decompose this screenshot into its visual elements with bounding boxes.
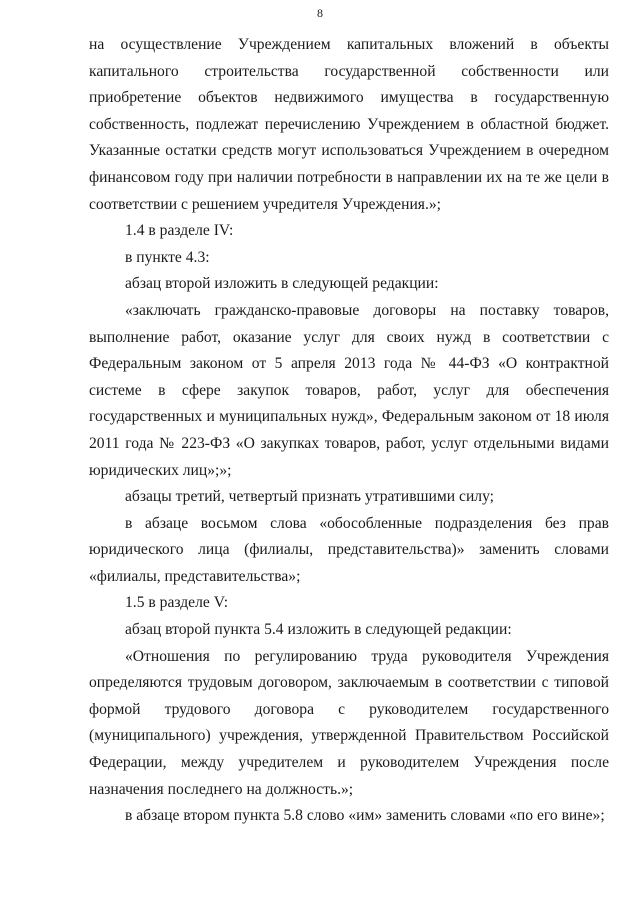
paragraph-eighth-abzac: в абзаце восьмом слова «обособленные подразделения без прав юридического лица (филиалы, представительства)» заменить словами «филиалы, представительства»;: [89, 514, 609, 585]
paragraph-section-iv: 1.4 в разделе IV:: [125, 222, 234, 240]
paragraph-section-v: 1.5 в разделе V:: [125, 594, 229, 612]
paragraph-second-abzac: абзац второй изложить в следующей редакции:: [125, 275, 439, 293]
paragraph-clause-5-8: в абзаце втором пункта 5.8 слово «им» заменить словами «по его вине»;: [125, 807, 605, 825]
paragraph-quoted-contracts: «заключать гражданско-правовые договоры на поставку товаров, выполнение работ, оказание услуг для своих нужд в соответствии с Федеральным законом от 5 апреля 2013 года № 44-ФЗ «О контрактной системе в сфере закупок товаров, работ, услуг для обеспечения государственных и муниципальных нужд», Федеральным законом от 18 июля 2011 года № 223-ФЗ «О закупках товаров, работ, услуг отдельными видами юридических лиц»;»;: [89, 301, 609, 479]
paragraph-continuation: на осуществление Учреждением капитальных вложений в объекты капитального строительства государственной собственности или приобретение объектов недвижимого имущества в государственную собственность, подлежат перечислению Учреждением в областной бюджет. Указанные остатки средств могут использоваться Учреждением в очередном финансовом году при наличии потребности в направлении их на те же цели в соответствии с решением учредителя Учреждения.»;: [89, 36, 609, 213]
paragraph-clause-5-4: абзац второй пункта 5.4 изложить в следующей редакции:: [125, 621, 512, 639]
page-number: 8: [317, 6, 323, 20]
paragraph-repeal: абзацы третий, четвертый признать утратившими силу;: [125, 488, 494, 506]
paragraph-clause-4-3: в пункте 4.3:: [125, 248, 210, 266]
paragraph-quoted-labour: «Отношения по регулированию труда руководителя Учреждения определяются трудовым договором, заключаемым в соответствии с типовой формой трудового договора с руководителем государственного (муниципального) учреждения, утвержденной Правительством Российской Федерации, между учредителем и руководителем Учреждения после назначения последнего на должность.»;: [89, 647, 609, 798]
document-body: [89, 32, 609, 830]
